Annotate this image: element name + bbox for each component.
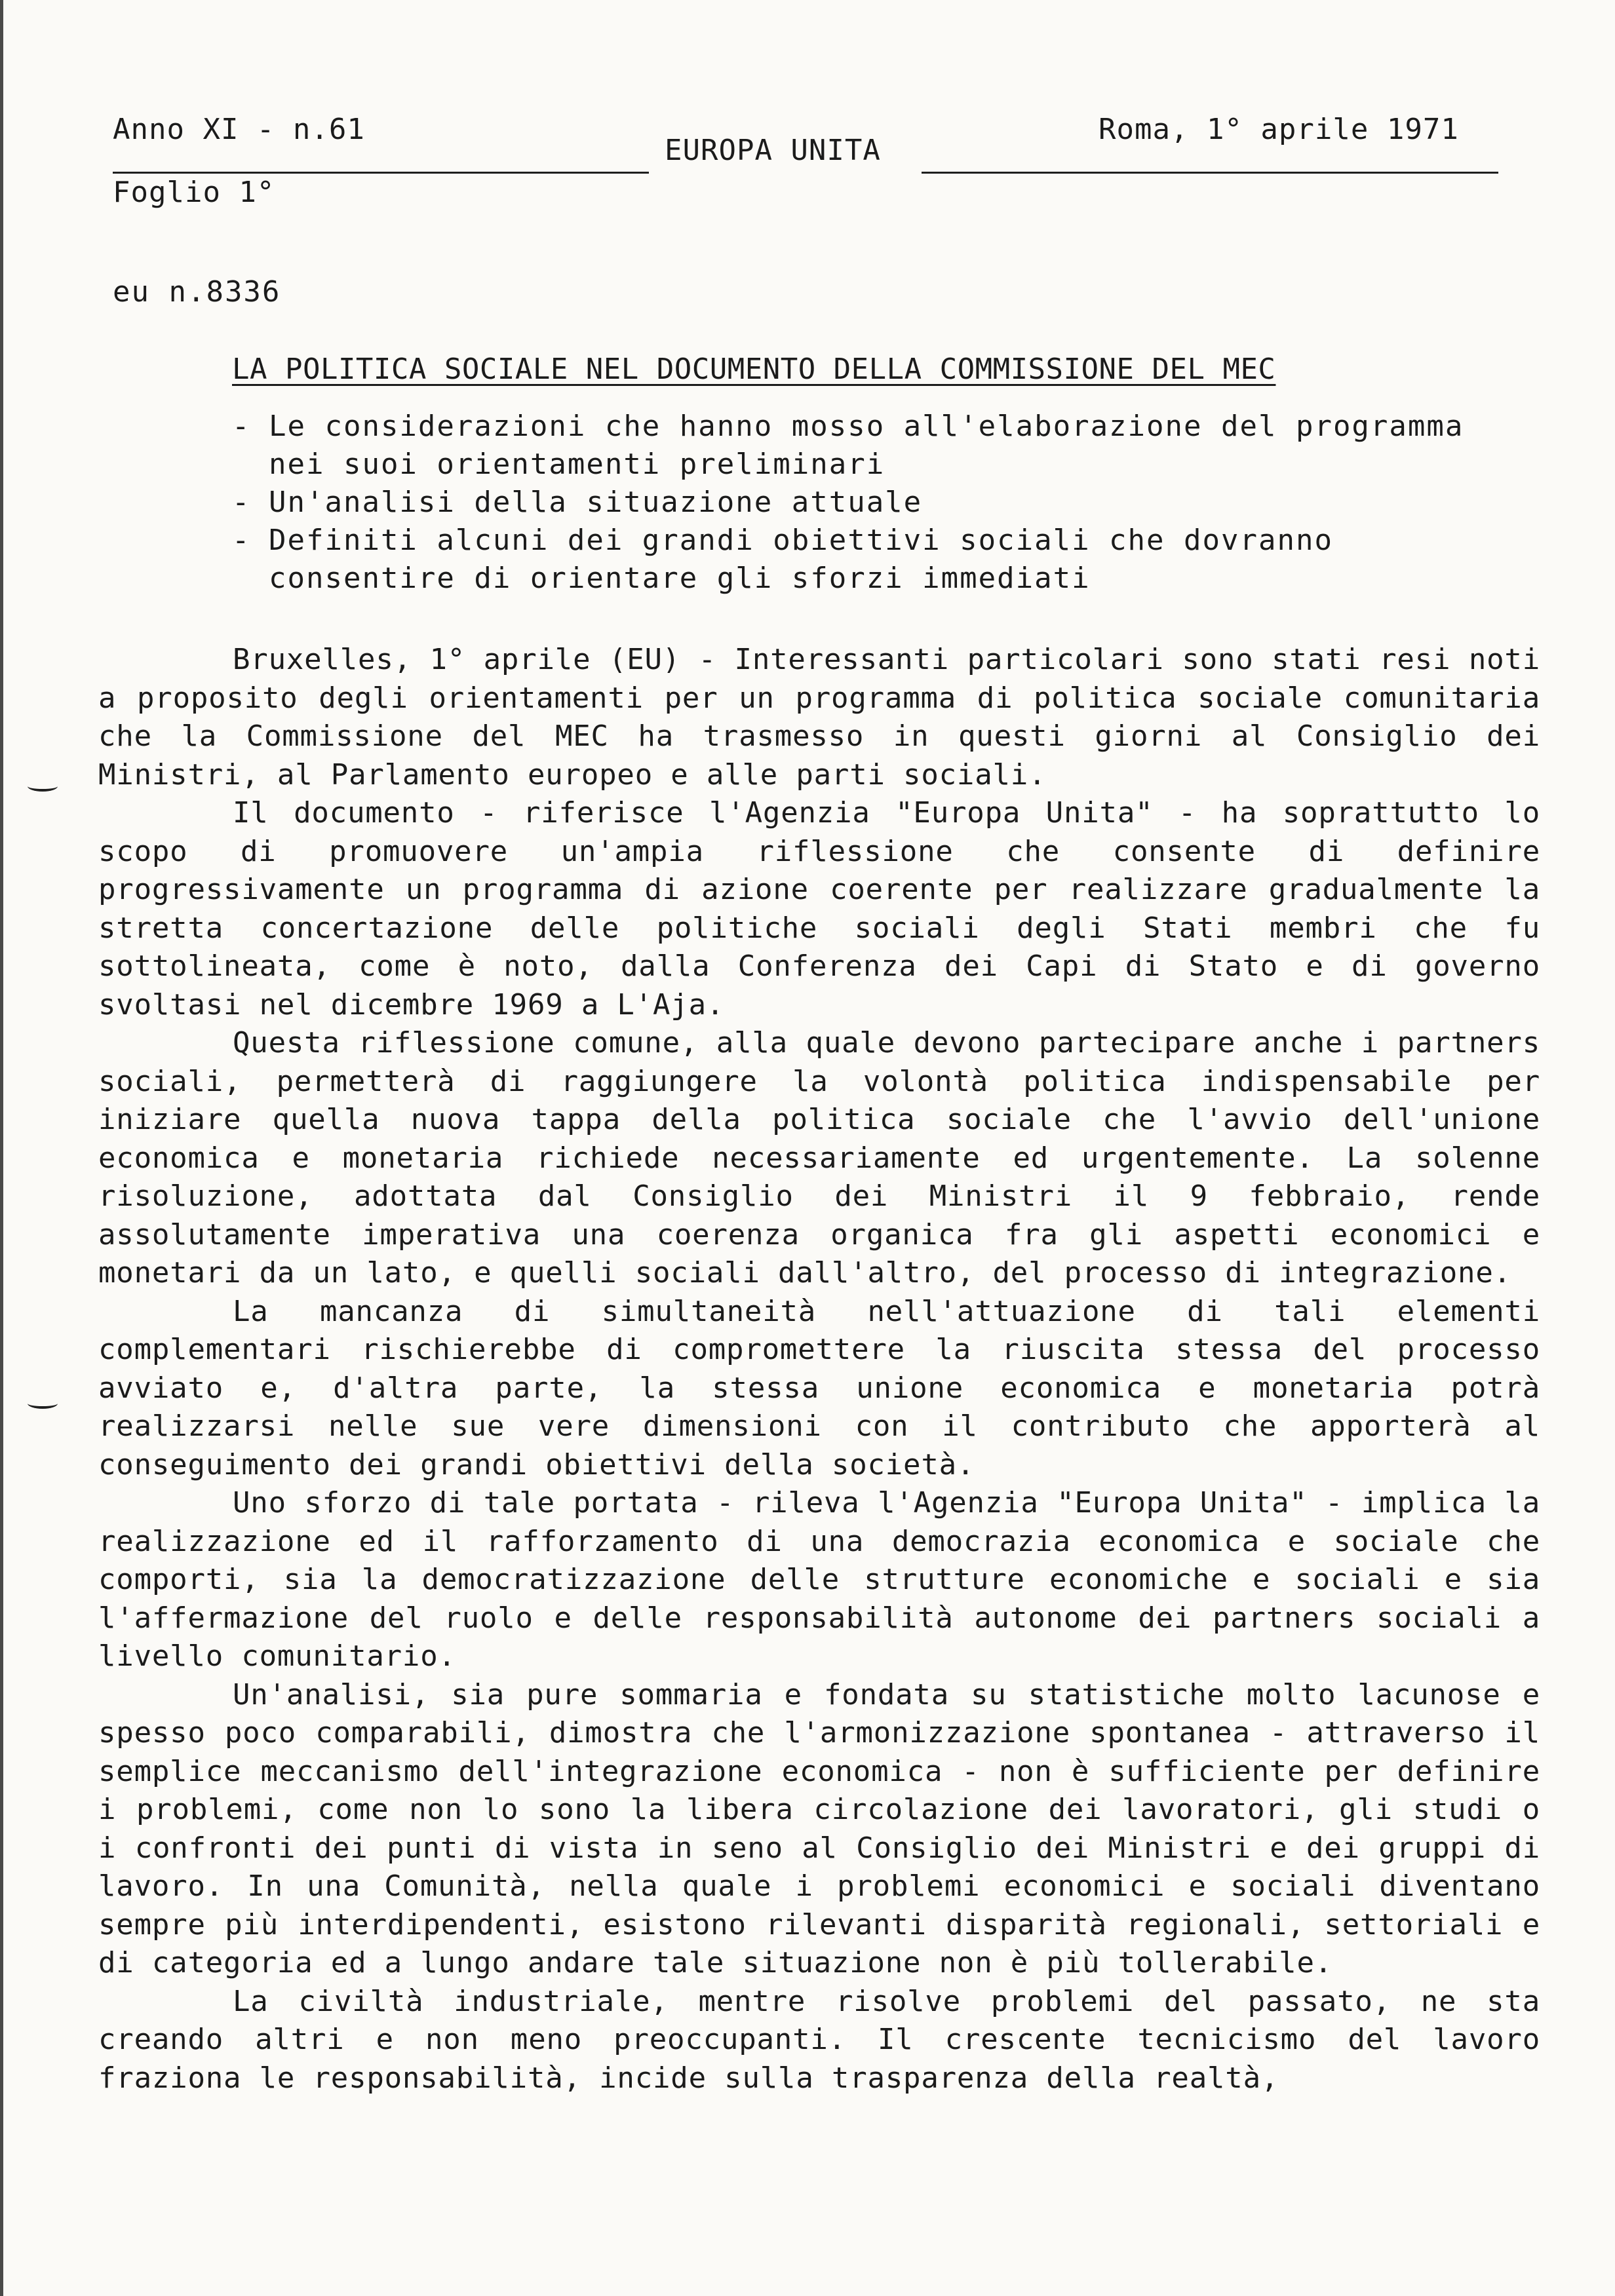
- header-rule-left: [113, 172, 649, 174]
- sheet-number: Foglio 1°: [113, 176, 275, 209]
- article-title: LA POLITICA SOCIALE NEL DOCUMENTO DELLA COMMISSIONE DEL MEC: [232, 353, 1276, 386]
- body-paragraph: Il documento - riferisce l'Agenzia "Europa Unita" - ha soprattutto lo scopo di promuovere un'ampia riflessione che consente di definire progressivamente un programma di azione coerente per realizzare gradualmente la stretta concertazione delle politiche sociali degli Stati membri che fu sottolineata, come è noto, dalla Conferenza dei Capi di Stato e di governo svoltasi nel dicembre 1969 a L'Aja.: [98, 796, 1540, 1022]
- header-rule-right: [922, 172, 1498, 174]
- summary-item: - Definiti alcuni dei grandi obiettivi sociali che dovranno consentire di orientare gli sforzi immediati: [232, 524, 1333, 595]
- summary-list: [232, 408, 1477, 598]
- summary-item-text: Un'analisi della situazione attuale: [269, 486, 923, 519]
- page-left-edge: [0, 0, 3, 2296]
- issue-number: Anno XI - n.61: [113, 113, 365, 146]
- body-paragraph: Questa riflessione comune, alla quale devono partecipare anche i partners sociali, permetterà di raggiungere la volontà politica indispensabile per iniziare quella nuova tappa della politica sociale che l'avvio dell'unione economica e monetaria richiede necessariamente ed urgentemente. La solenne risoluzione, adottata dal Consiglio dei Ministri il 9 febbraio, rende assolutamente imperativa una coerenza organica fra gli aspetti economici e monetari da un lato, e quelli sociali dall'altro, del processo di integrazione.: [98, 1026, 1540, 1290]
- body-paragraph: Bruxelles, 1° aprile (EU) - Interessanti particolari sono stati resi noti a proposito degli orientamenti per un programma di politica sociale comunitaria che la Commissione del MEC ha trasmesso in questi giorni al Consiglio dei Ministri, al Parlamento europeo e alle parti sociali.: [98, 643, 1540, 792]
- margin-punch-mark: [28, 781, 58, 792]
- summary-item: - Un'analisi della situazione attuale: [232, 486, 923, 519]
- margin-punch-mark: [28, 1398, 58, 1409]
- publication-name: EUROPA UNITA: [665, 134, 881, 167]
- body-paragraph: La civiltà industriale, mentre risolve problemi del passato, ne sta creando altri e non meno preoccupanti. Il crescente tecnicismo del lavoro fraziona le responsabilità, incide sulla trasparenza della realtà,: [98, 1984, 1540, 2095]
- article-body: [98, 641, 1540, 2097]
- body-paragraph: Un'analisi, sia pure sommaria e fondata su statistiche molto lacunose e spesso poco comparabili, dimostra che l'armonizzazione spontanea - attraverso il semplice meccanismo dell'integrazione economica - non è sufficiente per definire i problemi, come non lo sono la libera circolazione dei lavoratori, gli studi o i confronti dei punti di vista in seno al Consiglio dei Ministri e dei gruppi di lavoro. In una Comunità, nella quale i problemi economici e sociali diventano sempre più interdipendenti, esistono rilevanti disparità regionali, settoriali e di categoria ed a lungo andare tale situazione non è più tollerabile.: [98, 1677, 1540, 1980]
- publication-date: Roma, 1° aprile 1971: [1099, 113, 1459, 146]
- body-paragraph: La mancanza di simultaneità nell'attuazione di tali elementi complementari rischierebbe di compromettere la riuscita stessa del processo avviato e, d'altra parte, la stessa unione economica e monetaria potrà realizzarsi nelle sue vere dimensioni con il contributo che apporterà al conseguimento dei grandi obiettivi della società.: [98, 1294, 1540, 1482]
- reference-number: eu n.8336: [113, 275, 281, 309]
- summary-item-text: Definiti alcuni dei grandi obiettivi sociali che dovranno consentire di orientare gli sforzi immediati: [269, 524, 1333, 595]
- body-paragraph: Uno sforzo di tale portata - rileva l'Agenzia "Europa Unita" - implica la realizzazione ed il rafforzamento di una democrazia economica e sociale che comporti, sia la democratizzazione delle strutture economiche e sociali e sia l'affermazione del ruolo e delle responsabilità autonome dei partners sociali a livello comunitario.: [98, 1486, 1540, 1673]
- summary-item: - Le considerazioni che hanno mosso all'elaborazione del programma nei suoi orientamenti preliminari: [232, 410, 1464, 481]
- summary-item-text: Le considerazioni che hanno mosso all'elaborazione del programma nei suoi orientamenti preliminari: [269, 410, 1464, 481]
